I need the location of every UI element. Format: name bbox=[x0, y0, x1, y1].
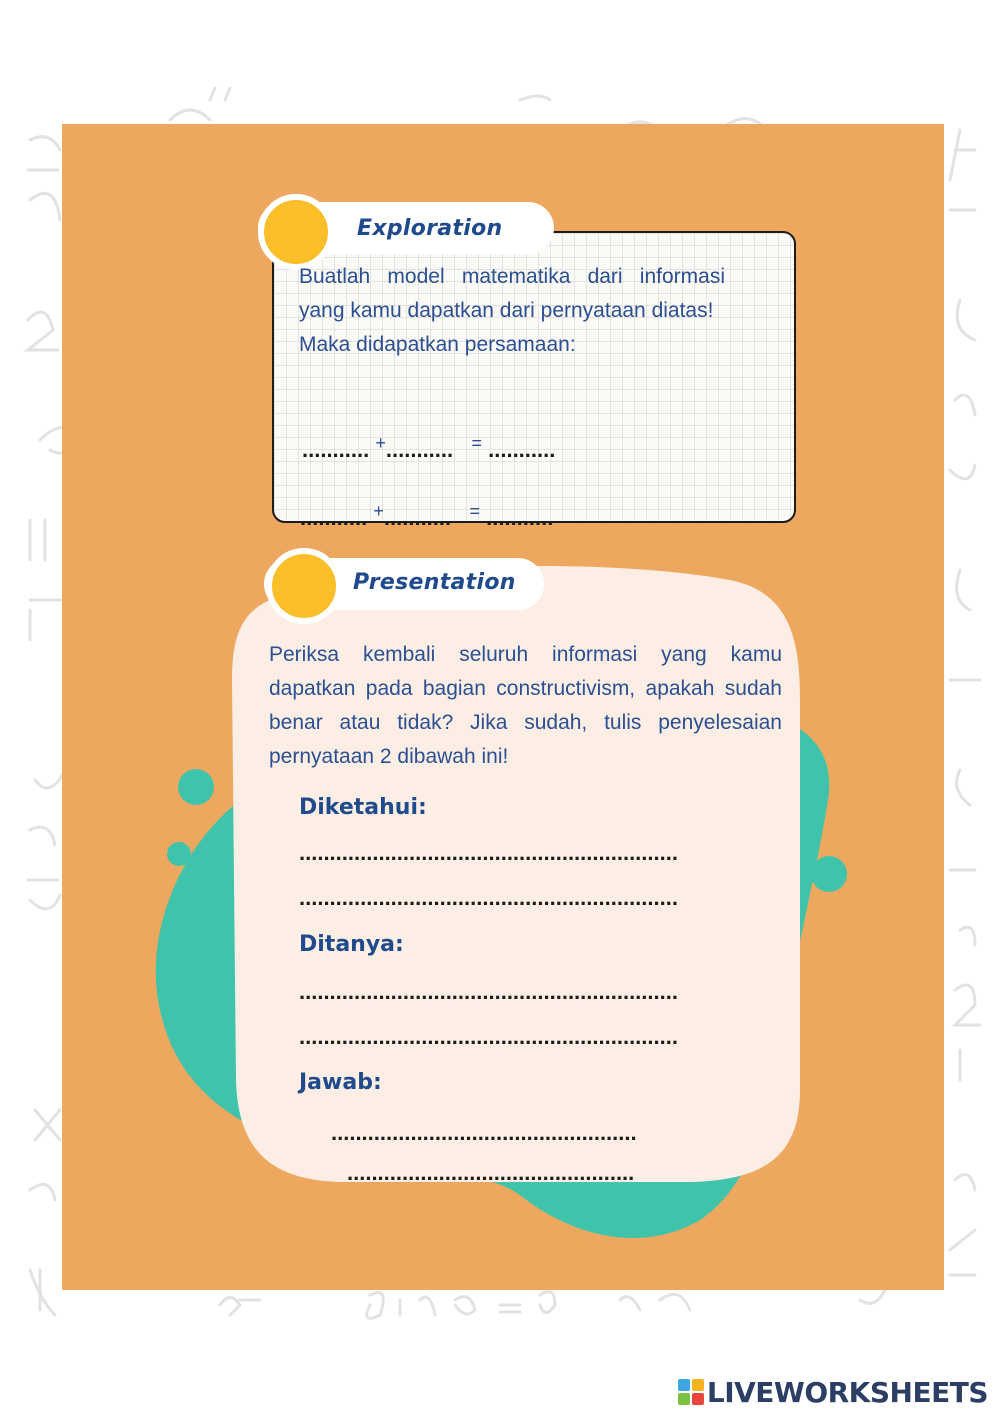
equation-2-blank-b[interactable]: ........... bbox=[383, 505, 452, 525]
equation-1-blank-a[interactable]: ........... bbox=[302, 437, 370, 462]
exploration-tab bbox=[258, 202, 554, 254]
teal-dot-right bbox=[811, 856, 847, 892]
yellow-circle-icon bbox=[266, 548, 342, 624]
logo-text: LIVEWORKSHEETS bbox=[706, 1375, 988, 1409]
asked-answer-line-2[interactable]: .............................................................. bbox=[299, 1024, 678, 1049]
known-label: Diketahui: bbox=[299, 795, 427, 820]
yellow-circle-icon bbox=[258, 194, 334, 270]
equation-row-2 bbox=[300, 505, 553, 525]
exploration-paragraph: Buatlah model matematika dari informasi yang kamu dapatkan dari pernyataan diatas! bbox=[299, 265, 725, 322]
equation-1-plus: + bbox=[375, 433, 386, 453]
exploration-instructions bbox=[299, 260, 725, 362]
equation-2-plus: + bbox=[373, 505, 384, 521]
answer-line-2[interactable]: ............................................... bbox=[347, 1160, 635, 1185]
teal-dot-small bbox=[167, 842, 191, 866]
asked-answer-line-1[interactable]: .............................................................. bbox=[299, 979, 678, 1004]
equation-1-blank-c[interactable]: ........... bbox=[488, 437, 556, 462]
presentation-tab bbox=[264, 558, 544, 610]
equation-2-blank-c[interactable]: ........... bbox=[486, 505, 554, 525]
answer-line-1[interactable]: .................................................. bbox=[331, 1120, 637, 1145]
exploration-equation-intro: Maka didapatkan persamaan: bbox=[299, 333, 576, 356]
equation-1-equals: = bbox=[471, 433, 482, 453]
answer-label: Jawab: bbox=[299, 1070, 382, 1095]
equation-1-blank-b[interactable]: ........... bbox=[385, 437, 454, 462]
liveworksheets-logo-icon bbox=[678, 1379, 704, 1405]
presentation-instructions bbox=[269, 638, 782, 774]
exploration-title: Exploration bbox=[357, 216, 503, 241]
asked-label: Ditanya: bbox=[299, 932, 404, 957]
presentation-title: Presentation bbox=[353, 570, 516, 595]
equation-2-blank-a[interactable]: ........... bbox=[300, 505, 368, 525]
known-answer-line-1[interactable]: .............................................................. bbox=[299, 840, 678, 865]
equation-2-equals: = bbox=[469, 505, 480, 521]
presentation-paragraph: Periksa kembali seluruh informasi yang kamu dapatkan pada bagian constructivism, apakah sudah benar atau tidak? Jika sudah, tulis penyelesaian pernyataan 2 dibawah ini! bbox=[269, 643, 782, 768]
equation-row-1 bbox=[302, 433, 556, 463]
teal-dot-large bbox=[178, 769, 214, 805]
known-answer-line-2[interactable]: .............................................................. bbox=[299, 885, 678, 910]
liveworksheets-logo[interactable] bbox=[678, 1372, 988, 1412]
